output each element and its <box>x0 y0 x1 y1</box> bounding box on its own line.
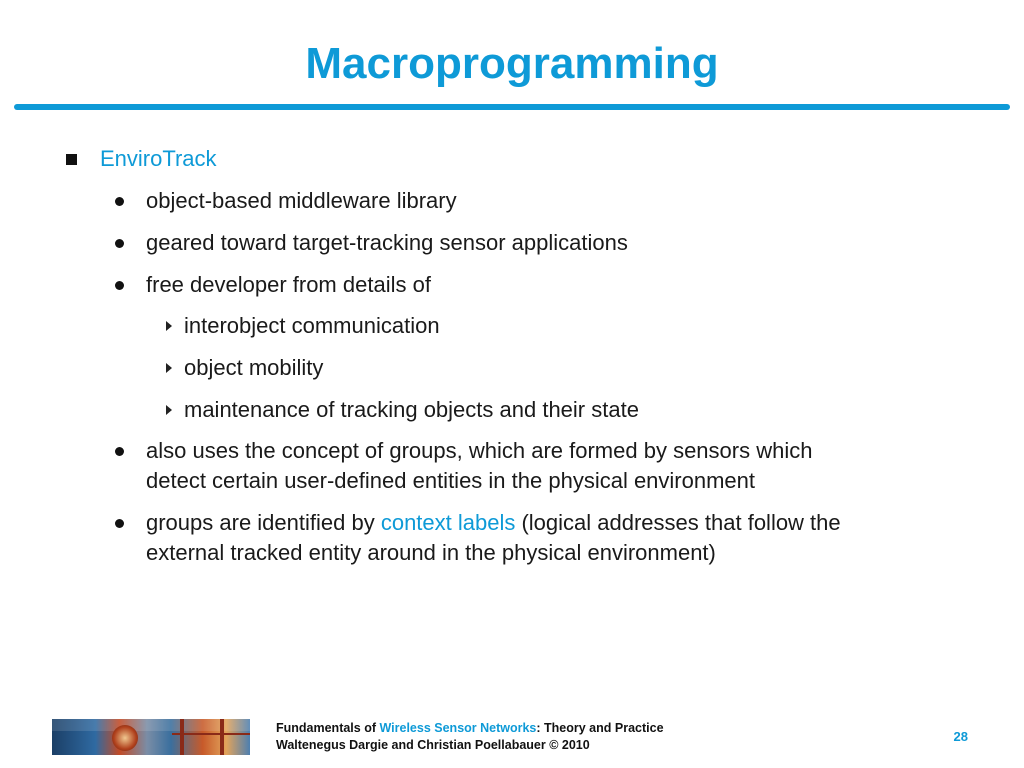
footer-title-suffix: : Theory and Practice <box>536 721 664 735</box>
sub-bullet-interobject: interobject communication <box>184 313 440 338</box>
arrow-bullet-icon <box>166 363 172 373</box>
dot-bullet-icon <box>115 281 124 290</box>
heading-envirotrack: EnviroTrack <box>100 146 217 171</box>
footer-title-prefix: Fundamentals of <box>276 721 380 735</box>
context-labels-highlight: context labels <box>380 510 516 535</box>
bullet-context-labels <box>146 508 841 538</box>
footer-book-title <box>276 720 664 737</box>
bullet-context-line2: external tracked entity around in the physical environment) <box>146 540 716 565</box>
sub-bullet-maintenance: maintenance of tracking objects and their state <box>184 397 639 422</box>
bullet-target-tracking: geared toward target-tracking sensor applications <box>146 230 628 255</box>
bullet-context-suffix: (logical addresses that follow the <box>515 510 841 535</box>
footer-credits <box>276 720 664 754</box>
arrow-bullet-icon <box>166 405 172 415</box>
bullet-groups-line1: also uses the concept of groups, which are formed by sensors which <box>146 438 813 463</box>
footer-authors: Waltenegus Dargie and Christian Poellabauer © 2010 <box>276 738 590 752</box>
dot-bullet-icon <box>115 239 124 248</box>
arrow-bullet-icon <box>166 321 172 331</box>
bullet-groups-line2: detect certain user-defined entities in the physical environment <box>146 468 756 493</box>
square-bullet-icon <box>66 154 77 165</box>
sub-bullet-mobility: object mobility <box>184 355 324 380</box>
bullet-middleware: object-based middleware library <box>146 188 457 213</box>
bullet-context-prefix: groups are identified by <box>146 510 381 535</box>
page-number: 28 <box>953 729 968 744</box>
slide-title: Macroprogramming <box>305 39 719 88</box>
footer-title-highlight: Wireless Sensor Networks <box>379 721 537 735</box>
bullet-free-developer: free developer from details of <box>146 272 431 297</box>
title-divider <box>14 104 1010 110</box>
dot-bullet-icon <box>115 519 124 528</box>
dot-bullet-icon <box>115 197 124 206</box>
dot-bullet-icon <box>115 447 124 456</box>
footer-collage-image <box>52 719 250 755</box>
